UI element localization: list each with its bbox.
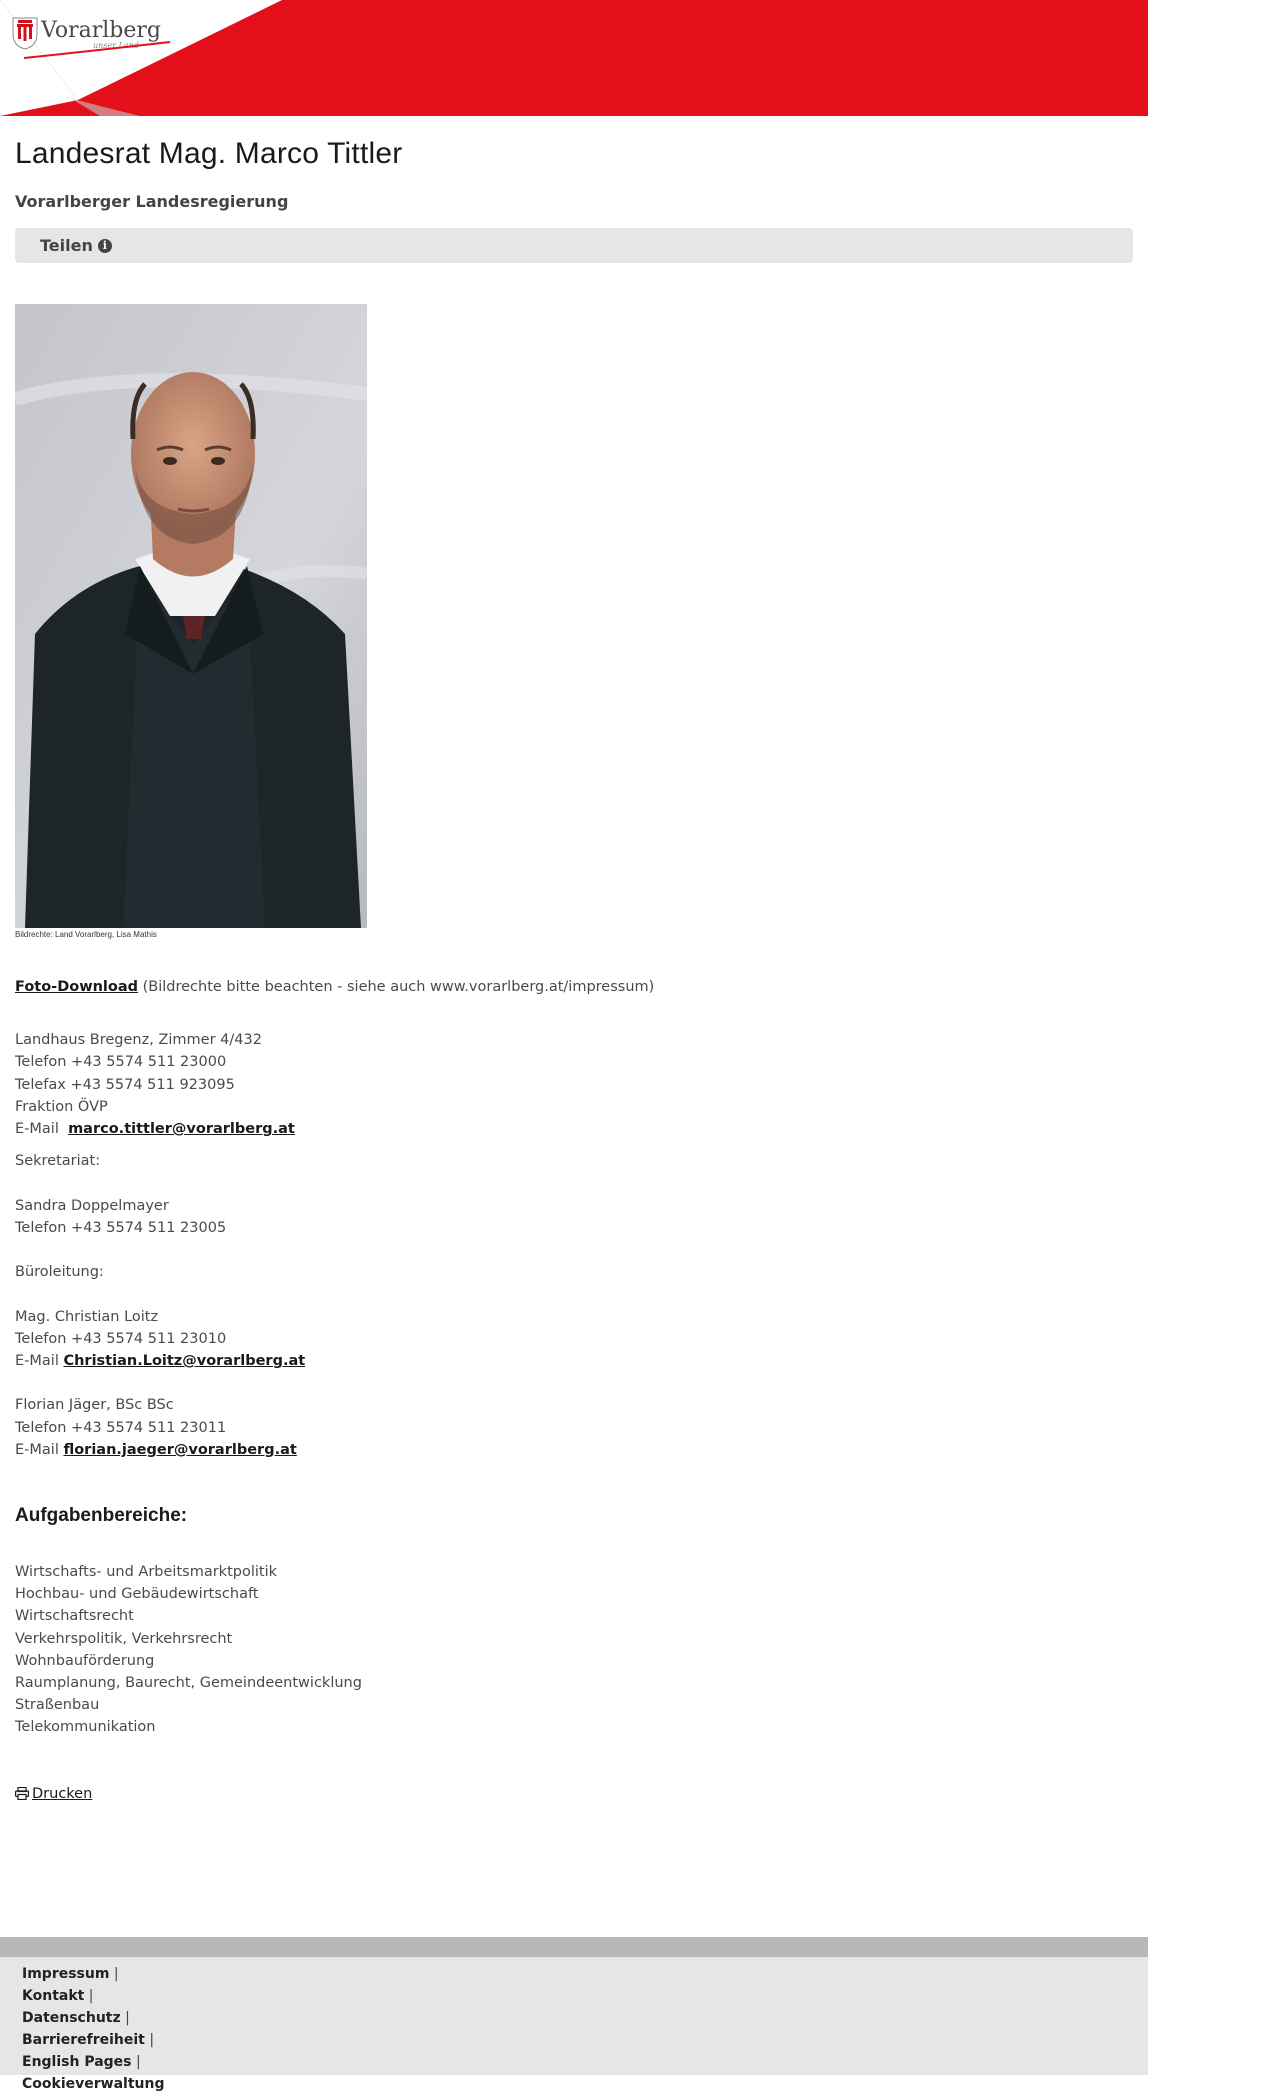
secretariat-name: Sandra Doppelmayer [15,1197,169,1214]
logo-name: Vorarlberg [41,18,162,43]
photo-credit: Bildrechte: Land Vorarlberg, Lisa Mathis [15,930,157,939]
list-item: Wirtschaftsrecht [15,1608,134,1625]
footer-link-english-pages[interactable]: English Pages [22,2054,132,2070]
secretariat-phone: Telefon +43 5574 511 23005 [15,1219,227,1236]
footer-item [22,1963,1148,1985]
office-person2-email-line [15,1439,1148,1461]
footer-link-barrierefreiheit[interactable]: Barrierefreiheit [22,2032,145,2048]
page-subtitle: Vorarlberger Landesregierung [15,192,289,211]
office-person2-name: Florian Jäger, BSc BSc [15,1397,174,1414]
share-label: Teilen [40,236,93,255]
contact-fax: Telefax +43 5574 511 923095 [15,1076,235,1093]
share-button[interactable] [40,236,112,255]
site-footer [0,1957,1148,2092]
footer-divider [0,1937,1148,1957]
footer-link-impressum[interactable]: Impressum [22,1966,110,1982]
contact-faction: Fraktion ÖVP [15,1098,108,1115]
footer-separator: | [144,2032,155,2048]
tasks-heading: Aufgabenbereiche: [15,1505,188,1526]
email-label: E-Mail [15,1121,64,1138]
footer-separator: | [120,2010,130,2026]
portrait-photo [15,304,367,928]
tasks-list [15,1561,1148,1739]
info-icon: i [98,239,112,253]
list-item: Verkehrspolitik, Verkehrsrecht [15,1630,233,1647]
office-person1-name: Mag. Christian Loitz [15,1308,159,1325]
list-item: Straßenbau [15,1697,100,1714]
office-person2-phone: Telefon +43 5574 511 23011 [15,1419,227,1436]
footer-separator: | [109,1966,119,1982]
contact-email-line [15,1118,1148,1140]
photo-download-note: (Bildrechte bitte beachten - siehe auch www.vorarlberg.at/impressum) [138,979,655,995]
main-content [0,137,1148,1805]
share-bar [15,228,1133,263]
footer-separator: | [84,1988,94,2004]
secretariat-block [15,1150,1148,1461]
list-item: Wirtschafts- und Arbeitsmarktpolitik [15,1564,277,1580]
footer-link-datenschutz[interactable]: Datenschutz [22,2010,121,2026]
site-header [0,0,1148,116]
list-item: Raumplanung, Baurecht, Gemeindeentwicklung [15,1675,362,1692]
photo-download-line [15,976,1148,998]
list-item: Hochbau- und Gebäudewirtschaft [15,1586,259,1603]
contact-block [15,1029,1148,1140]
email-label: E-Mail [15,1441,64,1458]
footer-links [0,1957,1148,2095]
footer-item [22,2073,1148,2095]
page-title: Landesrat Mag. Marco Tittler [15,137,403,170]
footer-item [22,2029,1148,2051]
office-person1-phone: Telefon +43 5574 511 23010 [15,1330,227,1347]
print-button[interactable] [15,1783,1148,1805]
contact-email-link[interactable]: marco.tittler@vorarlberg.at [68,1121,295,1138]
footer-link-cookieverwaltung[interactable]: Cookieverwaltung [22,2076,165,2092]
printer-icon [15,1787,29,1800]
footer-item [22,1985,1148,2007]
office-heading: Büroleitung: [15,1264,104,1281]
footer-item [22,2051,1148,2073]
logo-swoosh [22,40,172,62]
print-link[interactable]: Drucken [32,1785,93,1802]
footer-separator: | [131,2054,141,2070]
secretariat-heading: Sekretariat: [15,1153,101,1170]
photo-download-link[interactable]: Foto-Download [15,979,139,995]
footer-link-kontakt[interactable]: Kontakt [22,1988,85,2004]
portrait-illustration [15,304,367,928]
office-person1-email-link[interactable]: Christian.Loitz@vorarlberg.at [63,1353,306,1369]
contact-address: Landhaus Bregenz, Zimmer 4/432 [15,1032,262,1049]
contact-phone: Telefon +43 5574 511 23000 [15,1054,227,1071]
footer-item [22,2007,1148,2029]
email-label: E-Mail [15,1353,64,1369]
office-person2-email-link[interactable]: florian.jaeger@vorarlberg.at [63,1441,297,1458]
logo-tagline: unser Land [93,41,139,50]
list-item: Wohnbauförderung [15,1652,155,1669]
office-person1-email-line [15,1350,1148,1372]
list-item: Telekommunikation [15,1719,156,1736]
